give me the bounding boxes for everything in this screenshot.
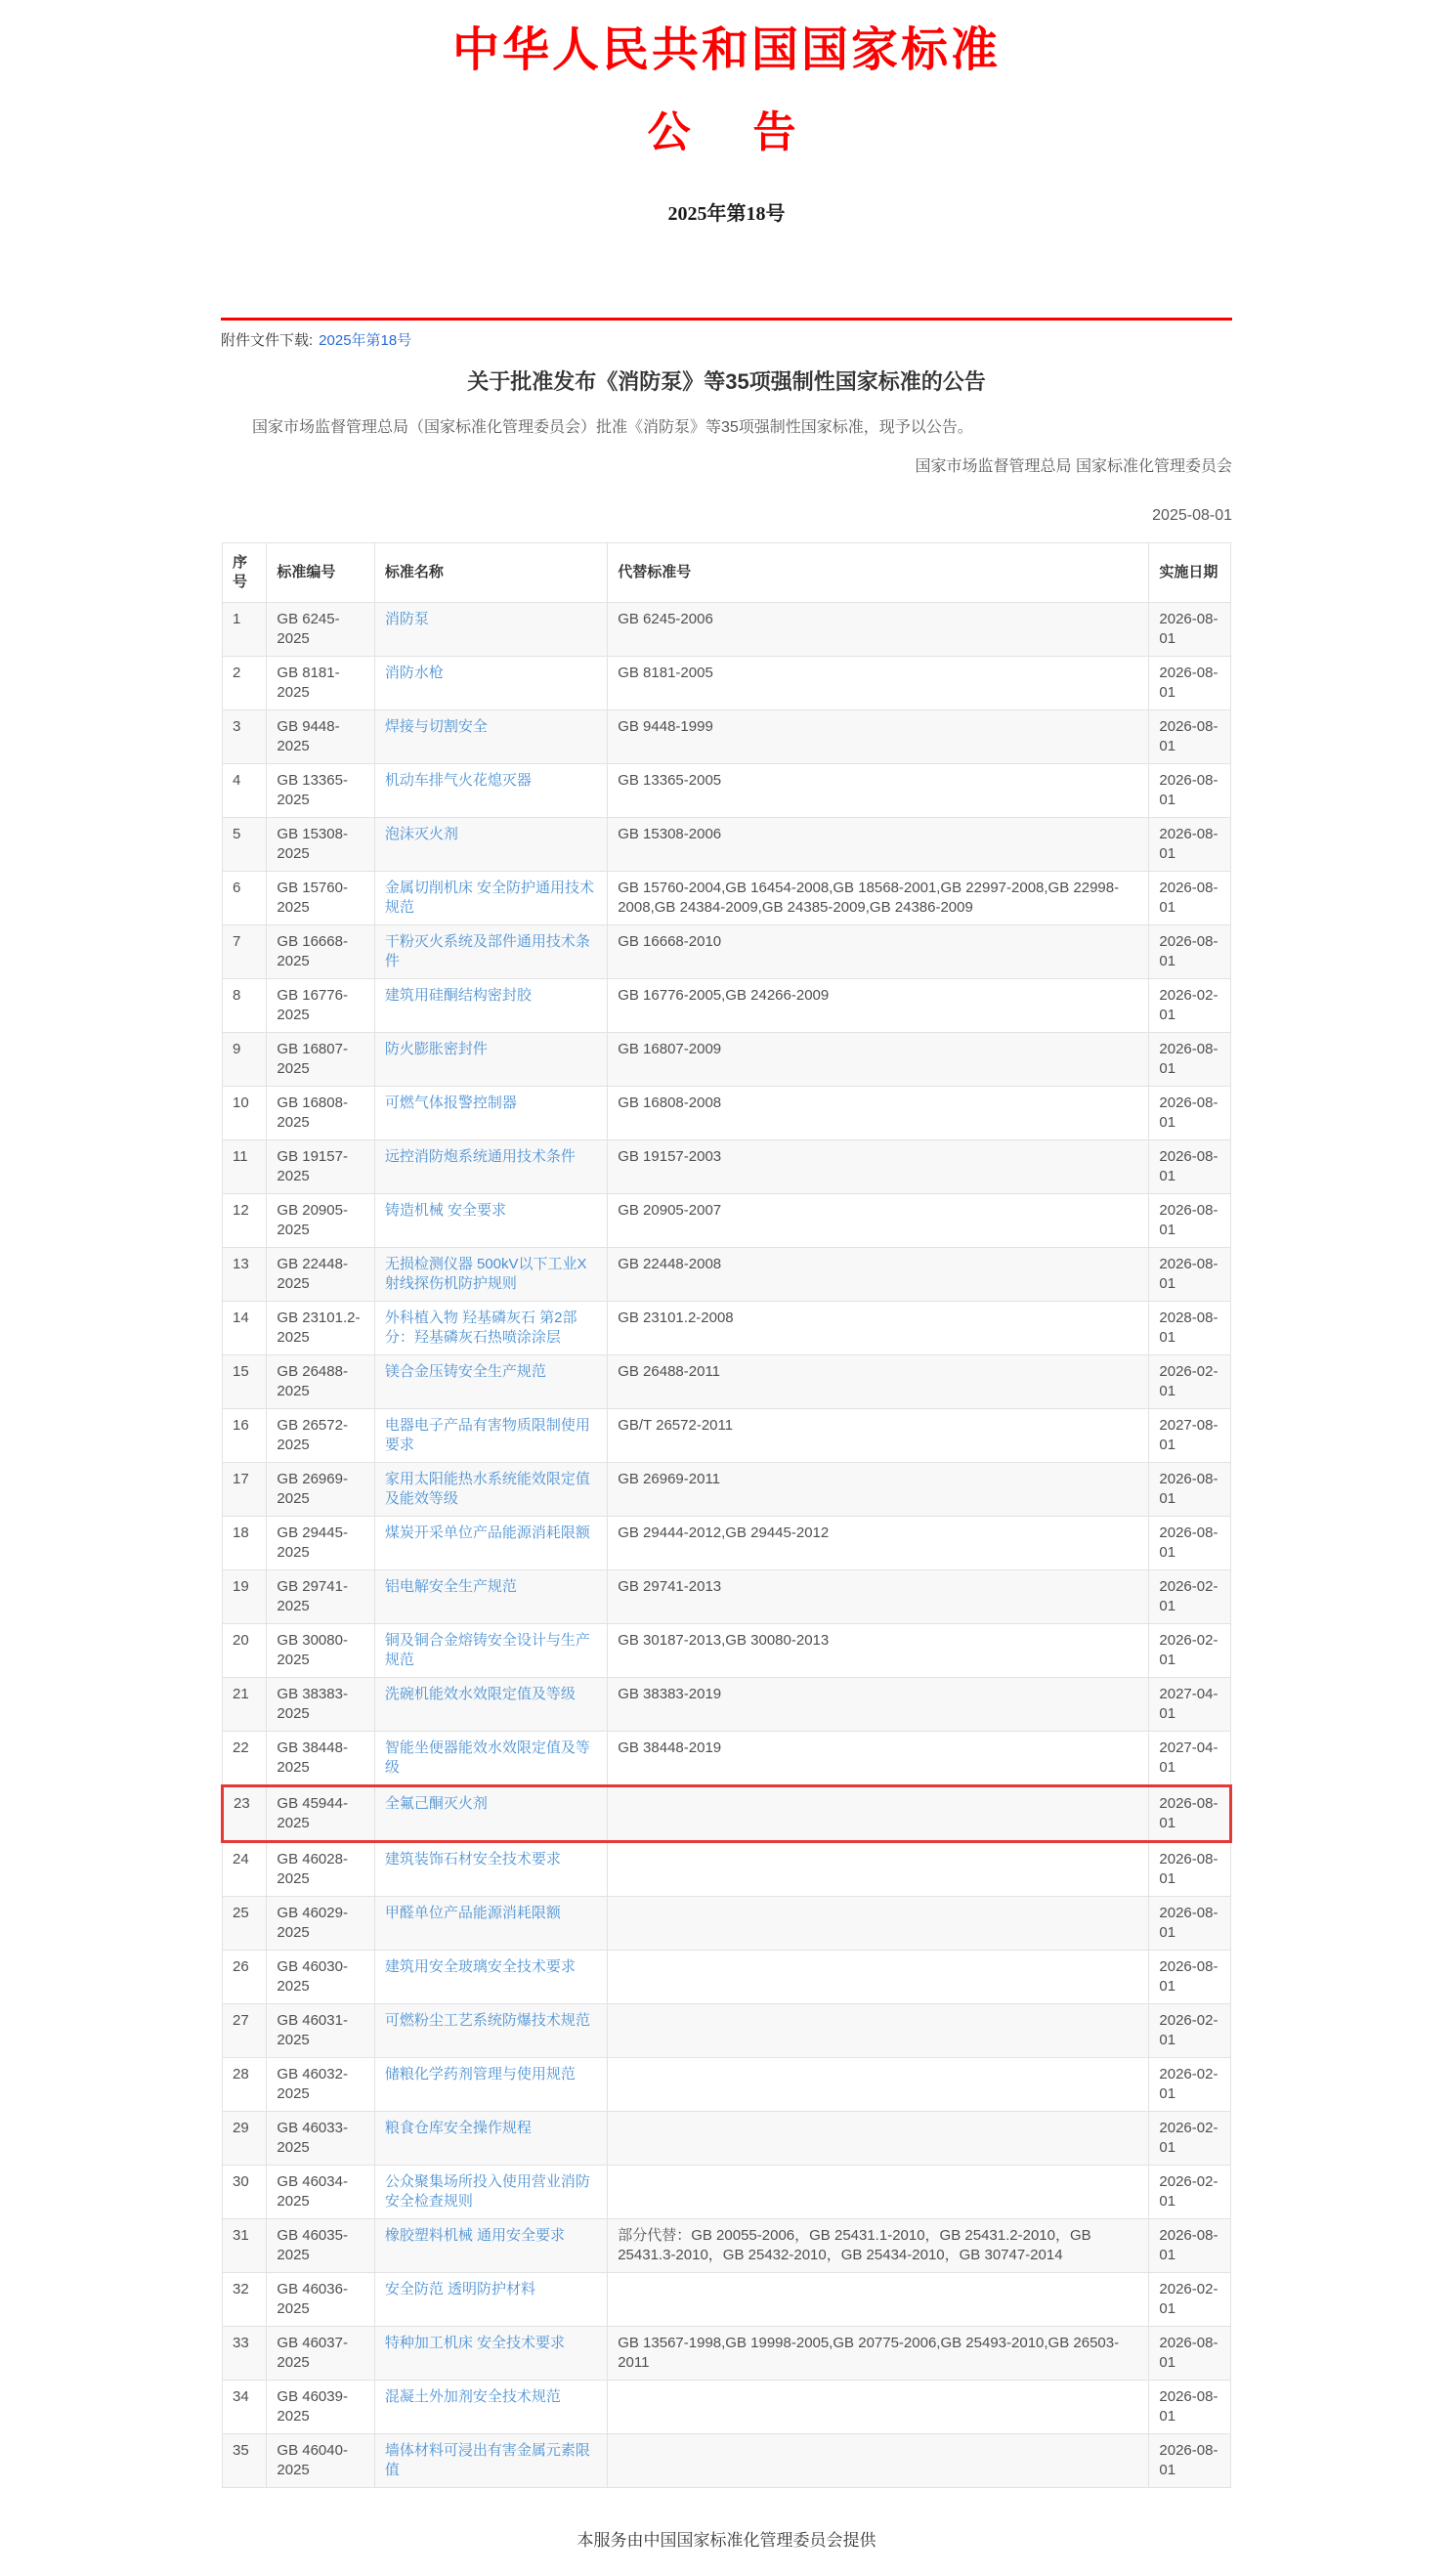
standard-name-link[interactable]: 橡胶塑料机械 通用安全要求 xyxy=(384,2226,565,2244)
cell-date: 2026-08-01 xyxy=(1149,1193,1231,1247)
cell-name xyxy=(374,2433,607,2487)
cell-no: 10 xyxy=(223,1086,267,1139)
cell-name xyxy=(374,2111,607,2165)
table-row xyxy=(223,1569,1231,1623)
cell-name xyxy=(374,1896,607,1950)
standards-table-body xyxy=(223,602,1231,2487)
cell-name xyxy=(374,2218,607,2272)
cell-code: GB 46032-2025 xyxy=(267,2057,374,2111)
cell-replaces: GB 30187-2013,GB 30080-2013 xyxy=(608,1623,1149,1677)
cell-name xyxy=(374,1086,607,1139)
table-row xyxy=(223,1785,1231,1841)
standard-name-link[interactable]: 混凝土外加剂安全技术规范 xyxy=(384,2387,561,2405)
cell-no: 7 xyxy=(223,924,267,978)
table-row xyxy=(223,602,1231,656)
cell-code: GB 26488-2025 xyxy=(267,1354,374,1408)
table-row xyxy=(223,1301,1231,1354)
cell-replaces xyxy=(608,1950,1149,2003)
red-divider xyxy=(221,318,1232,321)
table-row xyxy=(223,1193,1231,1247)
cell-replaces: GB 15308-2006 xyxy=(608,817,1149,871)
cell-name xyxy=(374,2003,607,2057)
standard-name-link[interactable]: 远控消防炮系统通用技术条件 xyxy=(384,1147,576,1165)
standard-name-link[interactable]: 智能坐便器能效水效限定值及等级 xyxy=(384,1739,590,1776)
cell-replaces: GB 26488-2011 xyxy=(608,1354,1149,1408)
announcement-title: 关于批准发布《消防泵》等35项强制性国家标准的公告 xyxy=(467,368,986,394)
cell-name xyxy=(374,1731,607,1785)
standard-name-link[interactable]: 铜及铜合金熔铸安全设计与生产规范 xyxy=(384,1631,590,1668)
standard-name-link[interactable]: 电器电子产品有害物质限制使用要求 xyxy=(384,1416,590,1453)
standard-name-link[interactable]: 干粉灭火系统及部件通用技术条件 xyxy=(384,932,590,969)
cell-code: GB 46030-2025 xyxy=(267,1950,374,2003)
standards-table xyxy=(221,542,1232,2488)
cell-code: GB 46031-2025 xyxy=(267,2003,374,2057)
table-row xyxy=(223,871,1231,924)
header-cell-no: 序号 xyxy=(223,542,267,602)
cell-name xyxy=(374,1950,607,2003)
cell-no: 16 xyxy=(223,1408,267,1462)
table-row xyxy=(223,1731,1231,1785)
cell-date: 2026-08-01 xyxy=(1149,656,1231,709)
standard-name-link[interactable]: 消防泵 xyxy=(384,610,429,627)
cell-date: 2026-08-01 xyxy=(1149,1896,1231,1950)
cell-code: GB 45944-2025 xyxy=(267,1785,374,1841)
cell-date: 2026-08-01 xyxy=(1149,602,1231,656)
cell-code: GB 46033-2025 xyxy=(267,2111,374,2165)
cell-replaces xyxy=(608,2165,1149,2218)
standard-name-link[interactable]: 外科植入物 羟基磷灰石 第2部分：羟基磷灰石热喷涂涂层 xyxy=(384,1309,577,1346)
cell-code: GB 6245-2025 xyxy=(267,602,374,656)
cell-date: 2026-02-01 xyxy=(1149,1569,1231,1623)
header-cell-replaces: 代替标准号 xyxy=(608,542,1149,602)
cell-no: 28 xyxy=(223,2057,267,2111)
cell-date: 2026-02-01 xyxy=(1149,978,1231,1032)
cell-replaces xyxy=(608,2003,1149,2057)
announcement-body: 国家市场监督管理总局（国家标准化管理委员会）批准《消防泵》等35项强制性国家标准，现予以公告。 xyxy=(252,418,973,436)
cell-code: GB 38383-2025 xyxy=(267,1677,374,1731)
standard-name-link[interactable]: 建筑用安全玻璃安全技术要求 xyxy=(384,1957,576,1975)
cell-replaces: GB 13567-1998,GB 19998-2005,GB 20775-2006,GB 25493-2010,GB 26503-2011 xyxy=(608,2326,1149,2380)
signature-line: 国家市场监督管理总局 国家标准化管理委员会 xyxy=(915,457,1232,475)
cell-no: 9 xyxy=(223,1032,267,1086)
cell-name xyxy=(374,871,607,924)
cell-name xyxy=(374,1623,607,1677)
attachment-download-link[interactable]: 2025年第18号 xyxy=(319,331,412,349)
table-row xyxy=(223,1247,1231,1301)
cell-date: 2026-08-01 xyxy=(1149,1086,1231,1139)
cell-no: 8 xyxy=(223,978,267,1032)
table-row xyxy=(223,1950,1231,2003)
header-cell-name: 标准名称 xyxy=(374,542,607,602)
cell-date: 2026-02-01 xyxy=(1149,2165,1231,2218)
table-row xyxy=(223,1086,1231,1139)
cell-name xyxy=(374,2057,607,2111)
cell-code: GB 8181-2025 xyxy=(267,656,374,709)
table-row xyxy=(223,1677,1231,1731)
standard-name-link[interactable]: 甲醛单位产品能源消耗限额 xyxy=(384,1904,561,1921)
cell-replaces xyxy=(608,2380,1149,2433)
cell-no: 11 xyxy=(223,1139,267,1193)
cell-date: 2026-02-01 xyxy=(1149,1623,1231,1677)
cell-name xyxy=(374,1139,607,1193)
cell-no: 14 xyxy=(223,1301,267,1354)
cell-name xyxy=(374,1462,607,1516)
cell-no: 34 xyxy=(223,2380,267,2433)
cell-code: GB 46034-2025 xyxy=(267,2165,374,2218)
cell-name xyxy=(374,2380,607,2433)
cell-code: GB 46039-2025 xyxy=(267,2380,374,2433)
cell-replaces: GB 8181-2005 xyxy=(608,656,1149,709)
standard-name-link[interactable]: 洗碗机能效水效限定值及等级 xyxy=(384,1685,576,1702)
cell-no: 13 xyxy=(223,1247,267,1301)
cell-replaces: GB/T 26572-2011 xyxy=(608,1408,1149,1462)
cell-code: GB 46035-2025 xyxy=(267,2218,374,2272)
cell-code: GB 46028-2025 xyxy=(267,1841,374,1896)
cell-name xyxy=(374,1677,607,1731)
cell-date: 2026-08-01 xyxy=(1149,1841,1231,1896)
cell-replaces: GB 20905-2007 xyxy=(608,1193,1149,1247)
cell-no: 24 xyxy=(223,1841,267,1896)
cell-date: 2026-08-01 xyxy=(1149,1950,1231,2003)
standard-name-link[interactable]: 煤炭开采单位产品能源消耗限额 xyxy=(384,1524,590,1541)
cell-date: 2026-08-01 xyxy=(1149,1462,1231,1516)
cell-date: 2026-08-01 xyxy=(1149,709,1231,763)
cell-replaces: GB 15760-2004,GB 16454-2008,GB 18568-2001,GB 22997-2008,GB 22998-2008,GB 24384-2009,GB 24385-2009,GB 24386-2009 xyxy=(608,871,1149,924)
cell-replaces: GB 19157-2003 xyxy=(608,1139,1149,1193)
cell-code: GB 46040-2025 xyxy=(267,2433,374,2487)
table-row xyxy=(223,1354,1231,1408)
cell-name xyxy=(374,978,607,1032)
cell-replaces xyxy=(608,2272,1149,2326)
table-row xyxy=(223,2272,1231,2326)
table-row xyxy=(223,709,1231,763)
cell-replaces: GB 29741-2013 xyxy=(608,1569,1149,1623)
cell-no: 31 xyxy=(223,2218,267,2272)
table-row xyxy=(223,1462,1231,1516)
cell-code: GB 22448-2025 xyxy=(267,1247,374,1301)
cell-date: 2026-08-01 xyxy=(1149,2218,1231,2272)
table-row xyxy=(223,2326,1231,2380)
cell-code: GB 16776-2025 xyxy=(267,978,374,1032)
cell-date: 2028-08-01 xyxy=(1149,1301,1231,1354)
cell-no: 1 xyxy=(223,602,267,656)
standard-name-link[interactable]: 可燃粉尘工艺系统防爆技术规范 xyxy=(384,2011,590,2029)
cell-no: 20 xyxy=(223,1623,267,1677)
cell-date: 2026-08-01 xyxy=(1149,1516,1231,1569)
table-row xyxy=(223,1408,1231,1462)
cell-date: 2026-02-01 xyxy=(1149,2003,1231,2057)
cell-code: GB 38448-2025 xyxy=(267,1731,374,1785)
cell-name xyxy=(374,1516,607,1569)
cell-replaces: GB 13365-2005 xyxy=(608,763,1149,817)
cell-name xyxy=(374,1408,607,1462)
cell-code: GB 16807-2025 xyxy=(267,1032,374,1086)
cell-no: 6 xyxy=(223,871,267,924)
cell-replaces xyxy=(608,1841,1149,1896)
cell-code: GB 46037-2025 xyxy=(267,2326,374,2380)
cell-code: GB 9448-2025 xyxy=(267,709,374,763)
cell-name xyxy=(374,656,607,709)
signature-date: 2025-08-01 xyxy=(1152,506,1232,524)
cell-no: 22 xyxy=(223,1731,267,1785)
cell-name xyxy=(374,602,607,656)
cell-name xyxy=(374,1247,607,1301)
cell-date: 2027-04-01 xyxy=(1149,1677,1231,1731)
cell-code: GB 30080-2025 xyxy=(267,1623,374,1677)
cell-replaces xyxy=(608,2111,1149,2165)
standard-name-link[interactable]: 镁合金压铸安全生产规范 xyxy=(384,1362,546,1380)
standard-name-link[interactable]: 铸造机械 安全要求 xyxy=(384,1201,506,1219)
standard-name-link[interactable]: 公众聚集场所投入使用营业消防安全检查规则 xyxy=(384,2172,590,2210)
cell-code: GB 16668-2025 xyxy=(267,924,374,978)
table-row xyxy=(223,1896,1231,1950)
cell-replaces: GB 6245-2006 xyxy=(608,602,1149,656)
cell-name xyxy=(374,709,607,763)
table-header-row xyxy=(223,542,1231,602)
cell-date: 2026-02-01 xyxy=(1149,2272,1231,2326)
cell-replaces: GB 16807-2009 xyxy=(608,1032,1149,1086)
cell-replaces: GB 38383-2019 xyxy=(608,1677,1149,1731)
cell-name xyxy=(374,1354,607,1408)
cell-no: 26 xyxy=(223,1950,267,2003)
cell-date: 2026-02-01 xyxy=(1149,2111,1231,2165)
cell-code: GB 26572-2025 xyxy=(267,1408,374,1462)
header-cell-code: 标准编号 xyxy=(267,542,374,602)
cell-code: GB 29741-2025 xyxy=(267,1569,374,1623)
cell-no: 21 xyxy=(223,1677,267,1731)
cell-no: 19 xyxy=(223,1569,267,1623)
standard-name-link[interactable]: 无损检测仪器 500kV以下工业X射线探伤机防护规则 xyxy=(384,1255,587,1292)
cell-date: 2026-08-01 xyxy=(1149,1032,1231,1086)
cell-code: GB 29445-2025 xyxy=(267,1516,374,1569)
cell-date: 2026-08-01 xyxy=(1149,871,1231,924)
cell-date: 2026-08-01 xyxy=(1149,1785,1231,1841)
table-row xyxy=(223,924,1231,978)
table-row xyxy=(223,2218,1231,2272)
standard-name-link[interactable]: 泡沫灭火剂 xyxy=(384,825,458,842)
cell-name xyxy=(374,2272,607,2326)
issue-number: 2025年第18号 xyxy=(667,202,786,225)
table-row xyxy=(223,2111,1231,2165)
cell-date: 2026-08-01 xyxy=(1149,2433,1231,2487)
cell-code: GB 46036-2025 xyxy=(267,2272,374,2326)
standard-name-link[interactable]: 可燃气体报警控制器 xyxy=(384,1094,517,1111)
standard-name-link[interactable]: 焊接与切割安全 xyxy=(384,717,488,735)
cell-no: 23 xyxy=(223,1785,267,1841)
standard-name-link[interactable]: 粮食仓库安全操作规程 xyxy=(384,2119,532,2136)
table-row xyxy=(223,1841,1231,1896)
table-row xyxy=(223,2165,1231,2218)
cell-no: 12 xyxy=(223,1193,267,1247)
cell-date: 2027-08-01 xyxy=(1149,1408,1231,1462)
cell-name xyxy=(374,817,607,871)
attachment-label: 附件文件下载: xyxy=(221,331,314,349)
cell-replaces: GB 23101.2-2008 xyxy=(608,1301,1149,1354)
cell-name xyxy=(374,1569,607,1623)
cell-no: 25 xyxy=(223,1896,267,1950)
cell-code: GB 23101.2-2025 xyxy=(267,1301,374,1354)
cell-date: 2027-04-01 xyxy=(1149,1731,1231,1785)
cell-replaces: GB 26969-2011 xyxy=(608,1462,1149,1516)
cell-no: 32 xyxy=(223,2272,267,2326)
cell-name xyxy=(374,1785,607,1841)
cell-name xyxy=(374,1841,607,1896)
standard-name-link[interactable]: 消防水枪 xyxy=(384,664,444,681)
cell-no: 18 xyxy=(223,1516,267,1569)
standard-name-link[interactable]: 建筑装饰石材安全技术要求 xyxy=(384,1850,561,1868)
footer-text: 本服务由中国国家标准化管理委员会提供 xyxy=(577,2530,876,2550)
cell-date: 2026-02-01 xyxy=(1149,2057,1231,2111)
standard-name-link[interactable]: 安全防范 透明防护材料 xyxy=(384,2280,535,2297)
cell-no: 27 xyxy=(223,2003,267,2057)
standard-name-link[interactable]: 全氟己酮灭火剂 xyxy=(384,1794,488,1812)
cell-code: GB 15308-2025 xyxy=(267,817,374,871)
cell-code: GB 46029-2025 xyxy=(267,1896,374,1950)
cell-name xyxy=(374,2165,607,2218)
cell-no: 17 xyxy=(223,1462,267,1516)
cell-replaces: GB 16668-2010 xyxy=(608,924,1149,978)
table-row xyxy=(223,817,1231,871)
standard-name-link[interactable]: 储粮化学药剂管理与使用规范 xyxy=(384,2065,576,2082)
cell-no: 33 xyxy=(223,2326,267,2380)
table-row xyxy=(223,2380,1231,2433)
standard-name-link[interactable]: 铝电解安全生产规范 xyxy=(384,1577,517,1595)
standard-name-link[interactable]: 特种加工机床 安全技术要求 xyxy=(384,2334,565,2351)
cell-date: 2026-08-01 xyxy=(1149,924,1231,978)
table-row xyxy=(223,656,1231,709)
table-row xyxy=(223,763,1231,817)
cell-replaces xyxy=(608,2433,1149,2487)
cell-replaces xyxy=(608,1896,1149,1950)
standard-name-link[interactable]: 建筑用硅酮结构密封胶 xyxy=(384,986,532,1004)
cell-no: 30 xyxy=(223,2165,267,2218)
cell-code: GB 20905-2025 xyxy=(267,1193,374,1247)
cell-name xyxy=(374,924,607,978)
table-row xyxy=(223,1032,1231,1086)
standard-name-link[interactable]: 机动车排气火花熄灭器 xyxy=(384,771,532,789)
standard-name-link[interactable]: 墙体材料可浸出有害金属元素限值 xyxy=(384,2441,590,2478)
table-row xyxy=(223,1623,1231,1677)
standard-name-link[interactable]: 金属切削机床 安全防护通用技术规范 xyxy=(384,879,594,916)
cell-name xyxy=(374,1032,607,1086)
cell-replaces xyxy=(608,1785,1149,1841)
cell-date: 2026-08-01 xyxy=(1149,2326,1231,2380)
standard-name-link[interactable]: 防火膨胀密封件 xyxy=(384,1040,488,1057)
cell-no: 15 xyxy=(223,1354,267,1408)
cell-code: GB 19157-2025 xyxy=(267,1139,374,1193)
cell-no: 29 xyxy=(223,2111,267,2165)
cell-replaces: GB 22448-2008 xyxy=(608,1247,1149,1301)
table-row xyxy=(223,1139,1231,1193)
table-row xyxy=(223,2433,1231,2487)
header-cell-date: 实施日期 xyxy=(1149,542,1231,602)
table-row xyxy=(223,2003,1231,2057)
table-row xyxy=(223,978,1231,1032)
cell-code: GB 26969-2025 xyxy=(267,1462,374,1516)
cell-date: 2026-08-01 xyxy=(1149,2380,1231,2433)
cell-replaces: 部分代替：GB 20055-2006，GB 25431.1-2010，GB 25431.2-2010，GB 25431.3-2010，GB 25432-2010，GB 25434-2010，GB 30747-2014 xyxy=(608,2218,1149,2272)
cell-name xyxy=(374,763,607,817)
standard-name-link[interactable]: 家用太阳能热水系统能效限定值及能效等级 xyxy=(384,1470,590,1507)
cell-no: 4 xyxy=(223,763,267,817)
cell-replaces: GB 29444-2012,GB 29445-2012 xyxy=(608,1516,1149,1569)
cell-date: 2026-08-01 xyxy=(1149,763,1231,817)
cell-name xyxy=(374,2326,607,2380)
attachment-row xyxy=(221,330,1232,352)
cell-no: 35 xyxy=(223,2433,267,2487)
cell-name xyxy=(374,1193,607,1247)
cell-date: 2026-08-01 xyxy=(1149,1139,1231,1193)
cell-replaces: GB 9448-1999 xyxy=(608,709,1149,763)
page-subtitle: 公 告 xyxy=(647,108,806,156)
cell-replaces xyxy=(608,2057,1149,2111)
table-row xyxy=(223,1516,1231,1569)
cell-replaces: GB 16808-2008 xyxy=(608,1086,1149,1139)
cell-date: 2026-02-01 xyxy=(1149,1354,1231,1408)
cell-code: GB 16808-2025 xyxy=(267,1086,374,1139)
cell-replaces: GB 16776-2005,GB 24266-2009 xyxy=(608,978,1149,1032)
cell-code: GB 13365-2025 xyxy=(267,763,374,817)
cell-date: 2026-08-01 xyxy=(1149,1247,1231,1301)
cell-date: 2026-08-01 xyxy=(1149,817,1231,871)
table-row xyxy=(223,2057,1231,2111)
page xyxy=(221,0,1232,2576)
cell-no: 5 xyxy=(223,817,267,871)
cell-no: 3 xyxy=(223,709,267,763)
cell-replaces: GB 38448-2019 xyxy=(608,1731,1149,1785)
cell-no: 2 xyxy=(223,656,267,709)
cell-code: GB 15760-2025 xyxy=(267,871,374,924)
cell-name xyxy=(374,1301,607,1354)
page-title: 中华人民共和国国家标准 xyxy=(451,24,1001,76)
